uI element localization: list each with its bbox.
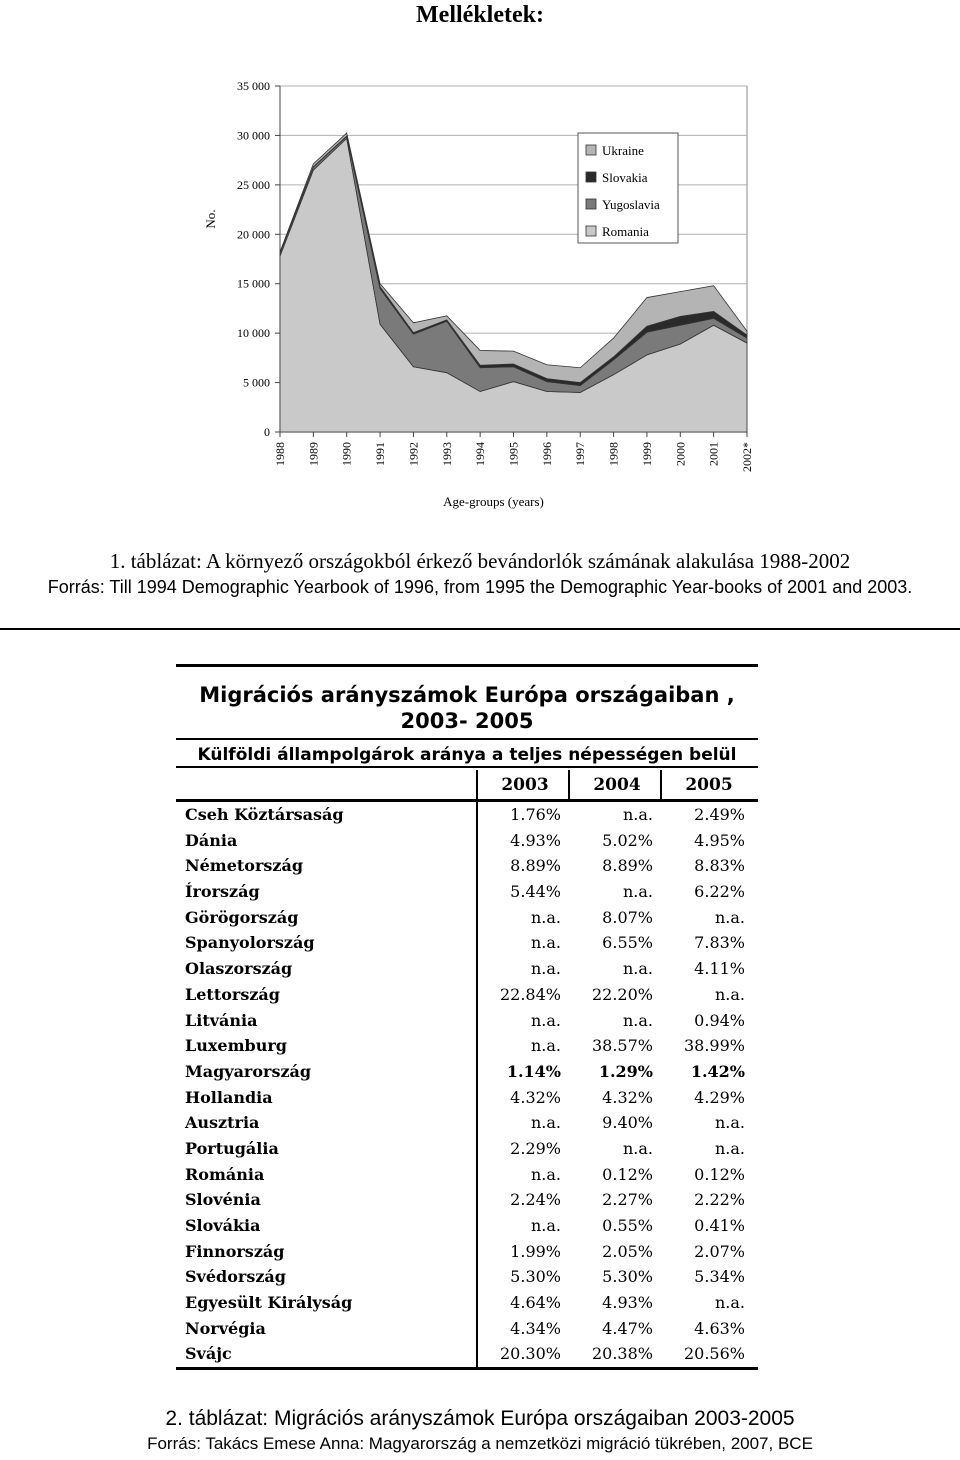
value-cell: 4.29% [694, 1087, 745, 1107]
value-cell: 8.83% [694, 856, 745, 876]
legend-label: Ukraine [602, 143, 644, 158]
country-name: Luxemburg [185, 1036, 287, 1056]
value-cell: 5.30% [602, 1267, 653, 1287]
value-cell: 2.24% [510, 1190, 561, 1210]
value-cell: 22.84% [499, 984, 561, 1004]
country-name: Litvánia [185, 1010, 258, 1030]
value-cell: n.a. [530, 1010, 561, 1030]
x-tick-label: 1999 [639, 442, 654, 466]
y-axis-label: No. [203, 209, 218, 229]
country-name: Egyesült Királyság [185, 1293, 353, 1313]
value-cell: 0.94% [694, 1010, 745, 1030]
value-cell: 6.55% [602, 933, 653, 953]
value-cell: 2.22% [694, 1190, 745, 1210]
y-tick-label: 10 000 [237, 326, 270, 341]
country-name: Svájc [185, 1344, 232, 1364]
x-axis-label: Age-groups (years) [443, 494, 544, 509]
x-tick-label: 1989 [306, 442, 321, 466]
table-row [176, 1162, 758, 1188]
country-name: Lettország [185, 984, 280, 1004]
x-tick-label: 2002* [740, 442, 754, 472]
value-cell: 5.02% [602, 830, 653, 850]
value-cell: 20.38% [591, 1344, 653, 1364]
value-cell: 8.07% [602, 907, 653, 927]
value-cell: 2.27% [602, 1190, 653, 1210]
legend-swatch [586, 199, 596, 209]
y-tick-label: 5 000 [243, 375, 270, 390]
table-row [176, 802, 758, 828]
value-cell: n.a. [714, 1293, 745, 1313]
value-cell: 9.40% [602, 1113, 653, 1133]
country-name: Svédország [185, 1267, 286, 1287]
table-row [176, 1059, 758, 1085]
value-cell: 1.29% [598, 1061, 653, 1081]
table-bottom-rule [176, 1367, 758, 1370]
table-title: Migrációs arányszámok Európa országaiban , 2003- 2005 [199, 683, 735, 733]
x-tick-label: 1991 [373, 442, 388, 466]
x-tick-label: 1996 [539, 442, 554, 466]
x-tick-label: 1992 [406, 442, 421, 466]
table-row [176, 1316, 758, 1342]
horizontal-rule [0, 628, 960, 630]
chart-caption: 1. táblázat: A környező országokból érkező bevándorlók számának alakulása 1988-2002 [109, 549, 851, 573]
value-cell: 4.32% [510, 1087, 561, 1107]
table-row [176, 982, 758, 1008]
x-tick-label: 2000 [673, 442, 688, 466]
value-cell: n.a. [622, 882, 653, 902]
value-cell: 4.47% [602, 1318, 653, 1338]
value-cell: 0.41% [694, 1216, 745, 1235]
table-row [176, 879, 758, 905]
value-cell: n.a. [530, 933, 561, 953]
country-name: Románia [185, 1164, 265, 1184]
legend-label: Slovakia [602, 170, 648, 185]
country-name: Németország [185, 856, 304, 876]
value-cell: n.a. [530, 1036, 561, 1056]
table-row [176, 1264, 758, 1290]
value-cell: 2.29% [510, 1138, 561, 1158]
value-cell: 38.57% [591, 1036, 653, 1056]
column-header-2004: 2004 [593, 775, 641, 795]
value-cell: 20.56% [683, 1344, 745, 1364]
legend-label: Yugoslavia [602, 197, 660, 212]
y-tick-label: 35 000 [237, 79, 270, 93]
table-rule [176, 738, 758, 740]
x-tick-label: 1998 [606, 442, 621, 466]
x-tick-label: 1990 [339, 442, 354, 466]
table-row [176, 1187, 758, 1213]
value-cell: 4.11% [694, 959, 745, 979]
table-row [176, 1239, 758, 1265]
table-row [176, 930, 758, 956]
x-tick-label: 2001 [706, 442, 721, 466]
value-cell: 8.89% [510, 856, 561, 876]
value-cell: 22.20% [591, 984, 653, 1004]
table-row [176, 905, 758, 931]
table-rule [176, 766, 758, 768]
table-row [176, 1136, 758, 1162]
value-cell: n.a. [622, 1138, 653, 1158]
country-name: Magyarország [185, 1061, 312, 1081]
value-cell: 5.34% [694, 1267, 745, 1287]
legend-swatch [586, 226, 596, 236]
value-cell: n.a. [622, 805, 653, 824]
y-tick-label: 20 000 [237, 227, 270, 242]
value-cell: 6.22% [694, 882, 745, 902]
country-name: Hollandia [185, 1087, 273, 1107]
y-tick-label: 25 000 [237, 177, 270, 192]
value-cell: n.a. [714, 907, 745, 927]
value-cell: 2.49% [694, 805, 745, 824]
value-cell: 4.34% [510, 1318, 561, 1338]
country-name: Slovákia [185, 1216, 261, 1235]
value-cell: 4.32% [602, 1087, 653, 1107]
value-cell: n.a. [622, 1010, 653, 1030]
migration-table [176, 664, 758, 1370]
value-cell: n.a. [530, 1216, 561, 1235]
value-cell: 0.12% [602, 1164, 653, 1184]
table-body [176, 802, 758, 1367]
table-row [176, 853, 758, 879]
table-row [176, 1213, 758, 1239]
value-cell: 4.93% [510, 830, 561, 850]
value-cell: 7.83% [694, 933, 745, 953]
value-cell: 0.12% [694, 1164, 745, 1184]
x-tick-label: 1995 [506, 442, 521, 466]
value-cell: n.a. [530, 1113, 561, 1133]
value-cell: 5.30% [510, 1267, 561, 1287]
y-tick-label: 0 [264, 425, 270, 439]
table-row [176, 1033, 758, 1059]
value-cell: 20.30% [499, 1344, 561, 1364]
value-cell: n.a. [530, 959, 561, 979]
country-name: Írország [185, 882, 260, 902]
value-cell: 8.89% [602, 856, 653, 876]
column-header-2005: 2005 [685, 775, 733, 795]
x-tick-label: 1993 [439, 442, 454, 466]
value-cell: 1.14% [506, 1061, 561, 1081]
table-row [176, 1341, 758, 1367]
column-header-2003: 2003 [501, 775, 549, 795]
column-divider [660, 770, 662, 802]
legend-swatch [586, 172, 596, 182]
table-caption: 2. táblázat: Migrációs arányszámok Európa országaiban 2003-2005 [165, 1407, 795, 1430]
page-title: Mellékletek: [416, 2, 544, 28]
x-tick-label: 1994 [473, 442, 488, 466]
table-row [176, 1110, 758, 1136]
table-row [176, 956, 758, 982]
country-name: Görögország [185, 907, 299, 927]
value-cell: 4.93% [602, 1293, 653, 1313]
table-row [176, 1085, 758, 1111]
legend-label: Romania [602, 224, 649, 239]
value-cell: n.a. [622, 959, 653, 979]
value-cell: 5.44% [510, 882, 561, 902]
table-row [176, 1008, 758, 1034]
value-cell: n.a. [714, 1138, 745, 1158]
value-cell: 4.95% [694, 830, 745, 850]
legend-swatch [586, 145, 596, 155]
table-row [176, 1290, 758, 1316]
country-name: Olaszország [185, 959, 293, 979]
table-source: Forrás: Takács Emese Anna: Magyarország a nemzetközi migráció tükrében, 2007, BCE [147, 1434, 813, 1453]
y-tick-label: 30 000 [237, 128, 270, 143]
column-divider [568, 770, 570, 802]
value-cell: 4.63% [694, 1318, 745, 1338]
country-name: Cseh Köztársaság [185, 805, 344, 824]
chart-source: Forrás: Till 1994 Demographic Yearbook of 1996, from 1995 the Demographic Year-books of 2001 and 2003. [47, 577, 913, 597]
y-tick-label: 15 000 [237, 276, 270, 291]
country-name: Ausztria [185, 1113, 260, 1133]
value-cell: 4.64% [510, 1293, 561, 1313]
value-cell: 1.99% [510, 1241, 561, 1261]
country-name: Norvégia [185, 1318, 266, 1338]
x-tick-label: 1997 [573, 442, 588, 466]
value-cell: n.a. [530, 907, 561, 927]
country-name: Finnország [185, 1241, 285, 1261]
x-tick-label: 1988 [273, 442, 287, 466]
country-name: Dánia [185, 830, 238, 850]
country-name: Portugália [185, 1138, 279, 1158]
value-cell: 0.55% [602, 1216, 653, 1235]
value-cell: 38.99% [683, 1036, 745, 1056]
stacked-area-chart [180, 66, 780, 526]
value-cell: 1.76% [510, 805, 561, 824]
country-name: Slovénia [185, 1190, 261, 1210]
country-name: Spanyolország [185, 933, 315, 953]
table-row [176, 828, 758, 854]
value-cell: 1.42% [690, 1061, 745, 1081]
value-cell: 2.07% [694, 1241, 745, 1261]
table-top-rule [176, 664, 758, 667]
value-cell: n.a. [530, 1164, 561, 1184]
value-cell: n.a. [714, 984, 745, 1004]
value-cell: 2.05% [602, 1241, 653, 1261]
table-subtitle: Külföldi állampolgárok aránya a teljes népességen belül [197, 745, 737, 765]
value-cell: n.a. [714, 1113, 745, 1133]
